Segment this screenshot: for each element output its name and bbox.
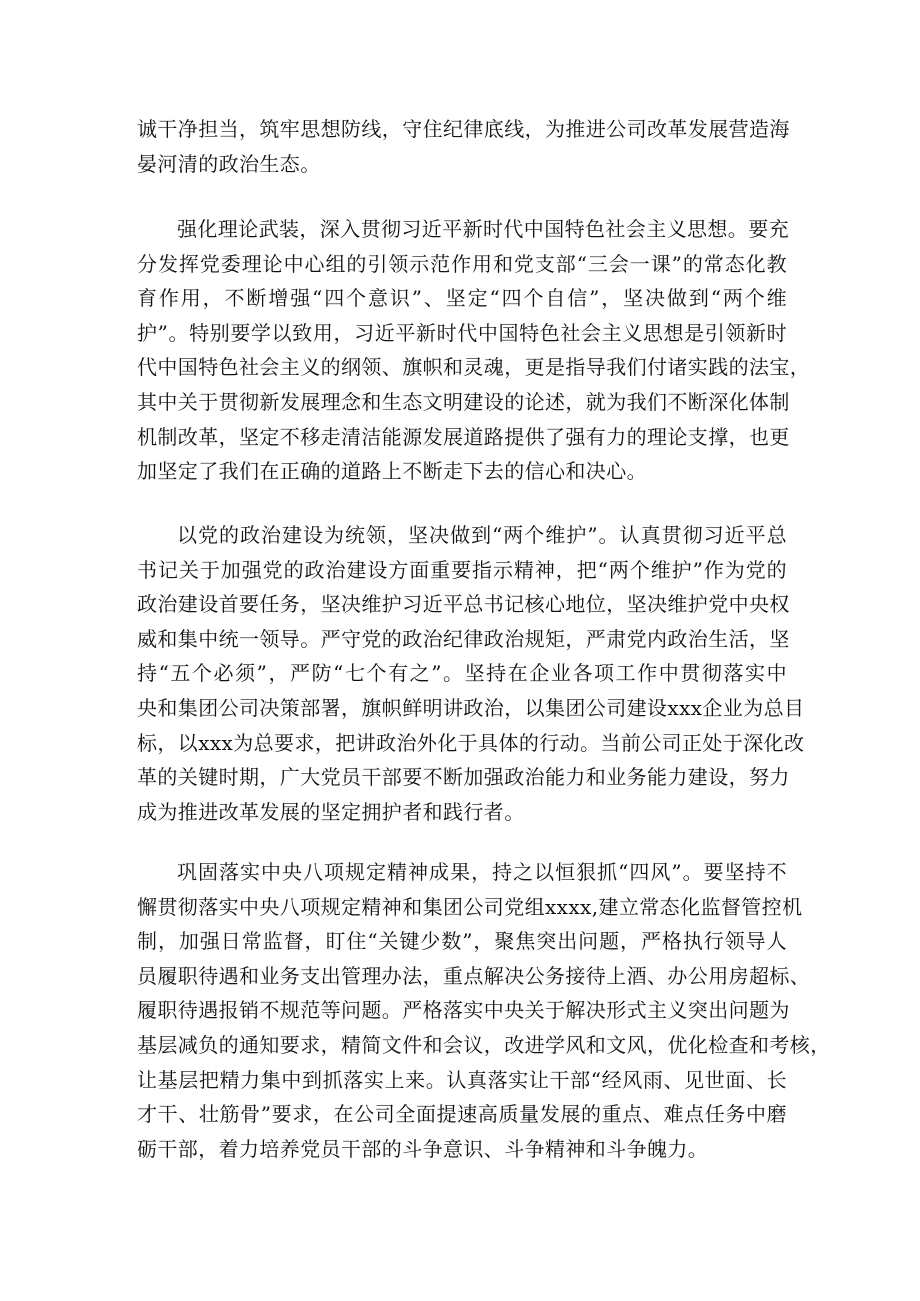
paragraph-line: 持“五个必须”，严防“七个有之”。坚持在企业各项工作中贯彻落实中 [137,661,787,686]
paragraph-line: 分发挥党委理论中心组的引领示范作用和党支部“三会一课”的常态化教 [137,251,787,276]
paragraph-line: 晏河清的政治生态。 [137,151,321,176]
paragraph-line: 以党的政治建设为统领，坚决做到“两个维护”。认真贯彻习近平总 [177,523,787,547]
paragraph-line: 护”。特别要学以致用，习近平新时代中国特色社会主义思想是引领新时 [137,320,787,345]
paragraph-line: 其中关于贯彻新发展理念和生态文明建设的论述，就为我们不断深化体制 [137,389,790,414]
paragraph-4 [137,855,831,1166]
paragraph-line: 威和集中统一领导。严守党的政治纪律政治规矩，严肃党内政治生活，坚 [137,626,790,651]
paragraph-1 [137,112,790,181]
paragraph-line: 成为推进改革发展的坚定拥护者和践行者。 [137,799,525,824]
paragraph-line: 革的关键时期，广大党员干部要不断加强政治能力和业务能力建设，努力 [137,765,790,790]
paragraph-line: 机制改革，坚定不移走清洁能源发展道路提供了强有力的理论支撑，也更 [137,424,790,449]
paragraph-line: 标，以xxx为总要求，把讲政治外化于具体的行动。当前公司正处于深化改 [137,730,805,755]
paragraph-line: 加坚定了我们在正确的道路上不断走下去的信心和决心。 [137,459,647,484]
paragraph-line: 履职待遇报销不规范等问题。严格落实中央关于解决形式主义突出问题为 [137,998,790,1023]
paragraph-line: 代中国特色社会主义的纲领、旗帜和灵魂，更是指导我们付诸实践的法宝， [137,355,811,380]
paragraph-line: 懈贯彻落实中央八项规定精神和集团公司党组xxxx,建立常态化监督管控机 [137,894,803,919]
paragraph-line: 才干、壮筋骨”要求，在公司全面提速高质量发展的重点、难点任务中磨 [137,1102,787,1127]
paragraph-line: 强化理论武装，深入贯彻习近平新时代中国特色社会主义思想。要充 [177,217,789,241]
paragraph-line: 书记关于加强党的政治建设方面重要指示精神，把“两个维护”作为党的 [137,557,787,582]
paragraph-line: 制，加强日常监督，盯住“关键少数”，聚焦突出问题，严格执行领导人 [137,929,787,954]
paragraph-line: 砺干部，着力培养党员干部的斗争意识、斗争精神和斗争魄力。 [137,1136,709,1161]
paragraph-line: 诚干净担当，筑牢思想防线，守住纪律底线，为推进公司改革发展营造海 [137,117,790,141]
paragraph-line: 育作用，不断增强“四个意识”、坚定“四个自信”，坚决做到“两个维 [137,286,787,311]
paragraph-line: 巩固落实中央八项规定精神成果，持之以恒狠抓“四风”。要坚持不 [177,860,787,884]
paragraph-2 [137,212,811,489]
paragraph-line: 央和集团公司决策部署，旗帜鲜明讲政治，以集团公司建设xxx企业为总目 [137,695,805,720]
paragraph-line: 让基层把精力集中到抓落实上来。认真落实让干部“经风雨、见世面、长 [137,1067,787,1092]
paragraph-3 [137,518,805,829]
paragraph-line: 政治建设首要任务，坚决维护习近平总书记核心地位，坚决维护党中央权 [137,592,790,617]
paragraph-line: 基层减负的通知要求，精简文件和会议，改进学风和文风，优化检查和考核， [137,1032,831,1057]
paragraph-line: 员履职待遇和业务支出管理办法，重点解决公务接待上酒、办公用房超标、 [137,963,811,988]
